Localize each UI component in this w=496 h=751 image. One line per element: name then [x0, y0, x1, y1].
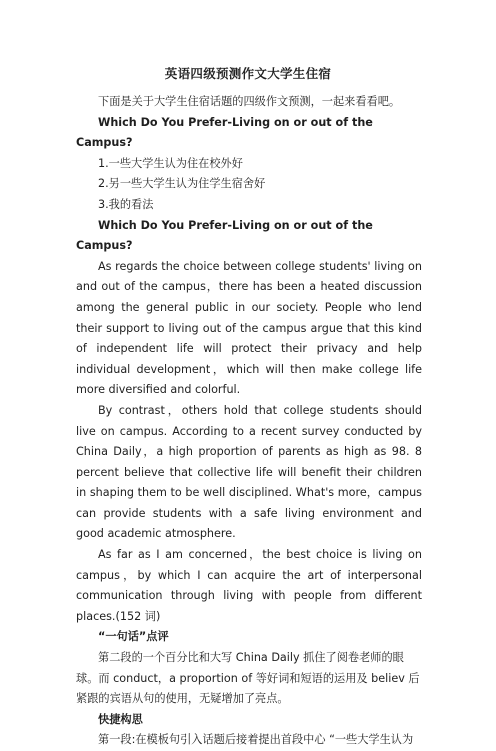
- essay-title-repeat: Which Do You Prefer-Living on or out of the Campus?: [76, 218, 373, 253]
- review-text: 第二段的一个百分比和大写 China Daily 抓住了阅卷老师的眼球。而 conduct，a proportion of 等好词和短语的运用及 believ 后紧跟的宾语从句的使用，无疑增加了亮点。: [76, 651, 420, 706]
- essay-paragraph: As far as I am concerned，the best choice is living on campus，by which I can acquire the art of interpersonal communication through living with people from different places.(152 词): [76, 548, 422, 623]
- outline-item: 3.我的看法: [98, 197, 154, 211]
- essay-paragraph: By contrast，others hold that college students should live on campus. According to a recent survey conducted by China Daily，a high proportion of parents as high as 98. 8 percent believe that collective life will benefit their children in shaping them to be well disciplined. What's more，campus can provide students with a safe living environment and good academic atmosphere.: [76, 403, 422, 541]
- intro-text: 下面是关于大学生住宿话题的四级作文预测，一起来看看吧。: [98, 95, 401, 108]
- structure-heading: 快捷构思: [98, 712, 143, 726]
- structure-text: 第一段:在模板句引入话题后接着提出首段中心 “一些大学生认为: [98, 733, 414, 747]
- document-title: 英语四级预测作文大学生住宿: [164, 66, 332, 81]
- review-heading: “一句话”点评: [98, 630, 169, 644]
- essay-title: Which Do You Prefer-Living on or out of the Campus?: [76, 115, 373, 150]
- essay-paragraph: As regards the choice between college students' living on and out of the campus，there has been a heated discussion among the general public in our society. People who lend their support to living out of the campus argue that this kind of independent life will protect their privacy and help individual development，which will then make college life more diversified and colorful.: [76, 259, 422, 397]
- document-body: [76, 92, 422, 751]
- outline-item: 1.一些大学生认为住在校外好: [98, 156, 243, 170]
- outline-item: 2.另一些大学生认为住学生宿舍好: [98, 177, 266, 191]
